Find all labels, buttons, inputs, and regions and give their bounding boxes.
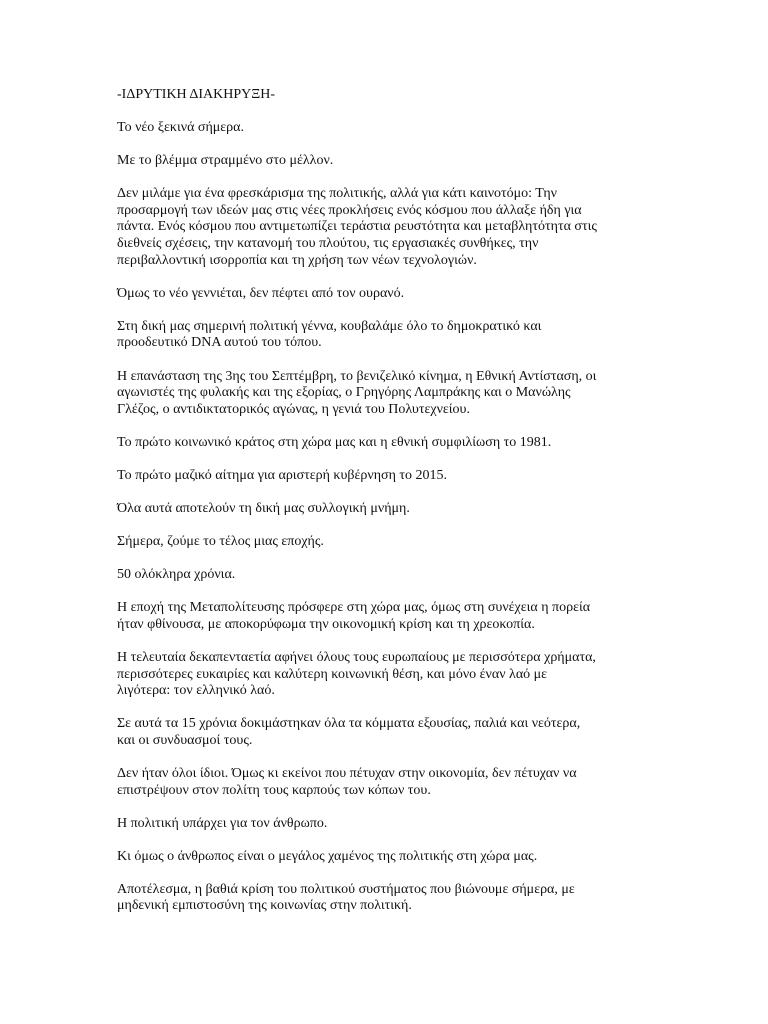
paragraph: Το πρώτο μαζικό αίτημα για αριστερή κυβέρνηση το 2015. bbox=[117, 467, 448, 483]
paragraph: Κι όμως ο άνθρωπος είναι ο μεγάλος χαμένος της πολιτικής στη χώρα μας. bbox=[117, 848, 538, 864]
paragraph: Με το βλέμμα στραμμένο στο μέλλον. bbox=[117, 153, 334, 169]
paragraph: Η τελευταία δεκαπενταετία αφήνει όλους τους ευρωπαίους με περισσότερα χρήματα, περισσότερες ευκαιρίες και καλύτερη κοινωνική θέση, και μόνο έναν λαό με λιγότερα: τον ελληνικό λαό. bbox=[117, 649, 596, 699]
paragraph: Δεν ήταν όλοι ίδιοι. Όμως κι εκείνοι που πέτυχαν στην οικονομία, δεν πέτυχαν να επιστρέψουν στον πολίτη τους καρπούς των κόπων του. bbox=[117, 765, 577, 798]
paragraph: Σε αυτά τα 15 χρόνια δοκιμάστηκαν όλα τα κόμματα εξουσίας, παλιά και νεότερα, και οι συνδυασμοί τους. bbox=[117, 716, 581, 748]
document-title: -ΙΔΡΥΤΙΚΗ ΔΙΑΚΗΡΥΞΗ- bbox=[117, 87, 276, 102]
paragraph: Στη δική μας σημερινή πολιτική γέννα, κουβαλάμε όλο το δημοκρατικό και προοδευτικό DNA αυτού του τόπου. bbox=[117, 318, 542, 351]
paragraph: Όμως το νέο γεννιέται, δεν πέφτει από τον ουρανό. bbox=[117, 285, 405, 301]
document-page bbox=[117, 87, 657, 932]
paragraph: Όλα αυτά αποτελούν τη δική μας συλλογική μνήμη. bbox=[117, 501, 410, 516]
paragraph: Το πρώτο κοινωνικό κράτος στη χώρα μας και η εθνική συμφιλίωση το 1981. bbox=[117, 434, 552, 450]
paragraph: Η εποχή της Μεταπολίτευσης πρόσφερε στη χώρα μας, όμως στη συνέχεια η πορεία ήταν φθίνουσα, με αποκορύφωμα την οικονομική κρίση και τη χρεοκοπία. bbox=[117, 600, 591, 632]
paragraph: Αποτέλεσμα, η βαθιά κρίση του πολιτικού συστήματος που βιώνουμε σήμερα, με μηδενική εμπιστοσύνη της κοινωνίας στην πολιτική. bbox=[117, 881, 575, 914]
paragraph: Η πολιτική υπάρχει για τον άνθρωπο. bbox=[117, 815, 328, 831]
paragraph: Σήμερα, ζούμε το τέλος μιας εποχής. bbox=[117, 534, 324, 550]
paragraph: Η επανάσταση της 3ης του Σεπτέμβρη, το βενιζελικό κίνημα, η Εθνική Αντίσταση, οι αγωνιστές της φυλακής και της εξορίας, ο Γρηγόρης Λαμπράκης και ο Μανώλης Γλέζος, ο αντιδικτατορικός αγώνας, η γενιά του Πολυτεχνείου. bbox=[117, 368, 597, 417]
paragraph: 50 ολόκληρα χρόνια. bbox=[117, 567, 236, 583]
paragraph: Δεν μιλάμε για ένα φρεσκάρισμα της πολιτικής, αλλά για κάτι καινοτόμο: Την προσαρμογή των ιδεών μας στις νέες προκλήσεις ενός κόσμου που άλλαξε ήδη για πάντα. Ενός κόσμου που αντιμετωπίζει τεράστια ρευστότητα και μεταβλητότητα στις διεθνείς σχέσεις, την κατανομή του πλούτου, τις εργασιακές συνθήκες, την περιβαλλοντική ισορροπία και τη χρήση των νέων τεχνολογιών. bbox=[117, 186, 597, 268]
paragraph: Το νέο ξεκινά σήμερα. bbox=[117, 120, 244, 136]
